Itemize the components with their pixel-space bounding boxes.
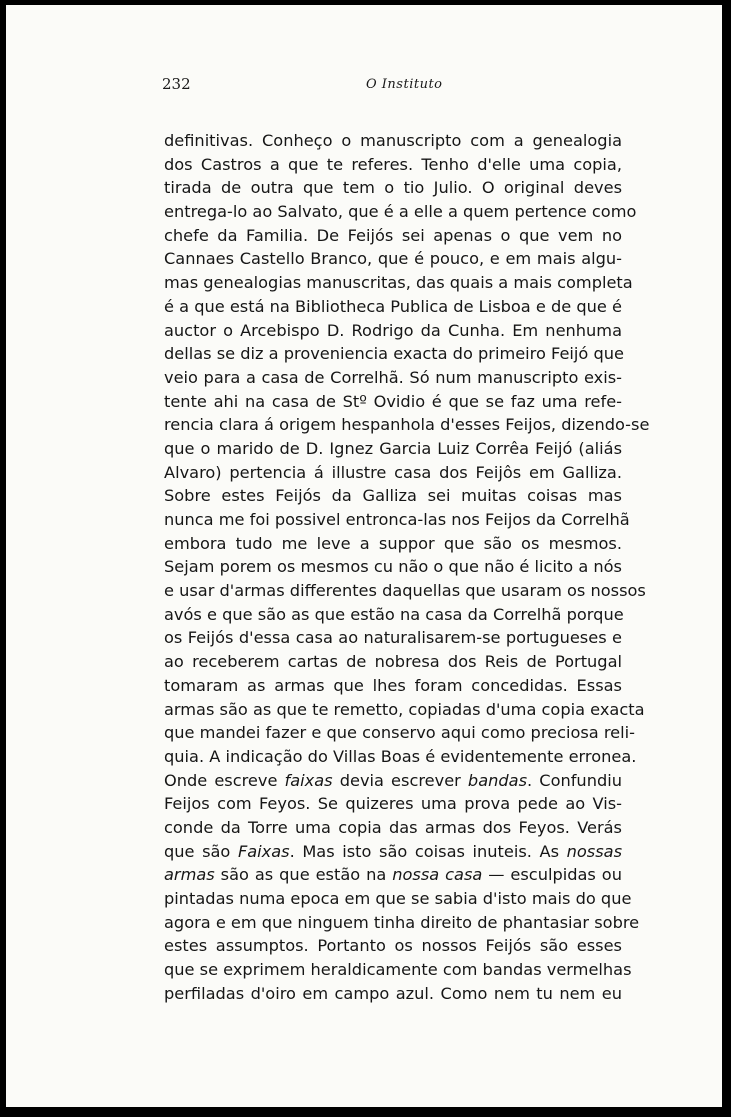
text-segment: tirada de outra que tem o tio Julio. O original deves (164, 178, 622, 198)
text-segment: tomaram as armas que lhes foram concedidas. Essas (164, 675, 622, 695)
text-line (164, 721, 635, 745)
page-number: 232 (162, 75, 191, 93)
text-line (164, 555, 622, 579)
text-line (164, 342, 622, 366)
text-segment: que mandei fazer e que conservo aqui como preciosa reli- (164, 723, 635, 743)
text-segment: e usar d'armas differentes daquellas que usaram os nossos (164, 581, 646, 601)
text-segment: devia escrever (332, 770, 468, 790)
text-segment: . Mas isto são coisas inuteis. As (289, 841, 567, 861)
italic-text: bandas (467, 770, 528, 790)
text-segment: nunca me foi possivel entronca-las nos Feijos da Correlhã (164, 510, 630, 529)
text-segment: pintadas numa epoca em que se sabia d'isto mais do que (164, 889, 632, 908)
text-line (164, 200, 637, 224)
text-segment: Cannaes Castello Branco, que é pouco, e em mais algu- (164, 249, 622, 269)
text-segment: que são (164, 841, 238, 861)
text-segment: que o marido de D. Ignez Garcia Luiz Corrêa Feijó (aliás (164, 438, 622, 458)
text-line (164, 153, 622, 177)
text-segment: auctor o Arcebispo D. Rodrigo da Cunha. Em nenhuma (164, 320, 622, 340)
text-segment: Onde escreve (164, 770, 285, 790)
text-line (164, 816, 622, 840)
text-segment: rencia clara á origem hespanhola d'esses Feijos, dizendo-se (164, 415, 650, 435)
text-line (164, 626, 622, 650)
text-line (164, 224, 622, 248)
text-segment: tente ahi na casa de Stº Ovidio é que se faz uma refe- (164, 391, 622, 411)
text-line (164, 958, 632, 982)
text-segment: chefe da Familia. De Feijós sei apenas o que vem no (164, 225, 622, 245)
text-line (164, 982, 622, 1006)
text-segment: — esculpidas ou (482, 865, 622, 885)
text-line (164, 295, 622, 319)
text-segment: veio para a casa de Correlhã. Só num manuscripto exis- (164, 367, 622, 387)
text-line (164, 603, 622, 627)
text-segment: . Confundiu (527, 770, 622, 790)
text-line (164, 863, 622, 887)
text-line (164, 674, 622, 698)
text-line (164, 129, 622, 153)
text-line (164, 461, 622, 485)
italic-text: faixas (284, 770, 333, 790)
text-segment: dos Castros a que te referes. Tenho d'elle uma copia, (164, 154, 622, 174)
text-line (164, 887, 632, 911)
text-segment: quia. A indicação do Villas Boas é evidentemente erronea. (164, 746, 637, 766)
text-segment: que se exprimem heraldicamente com bandas vermelhas (164, 960, 632, 980)
text-line (164, 792, 622, 816)
text-segment: embora tudo me leve a suppor que são os mesmos. (164, 533, 622, 553)
text-line (164, 745, 637, 769)
page-header (162, 75, 622, 101)
text-line (164, 176, 622, 200)
text-line (164, 698, 645, 722)
text-line (164, 484, 622, 508)
text-segment: definitivas. Conheço o manuscripto com a genealogia (164, 131, 622, 150)
text-line (164, 413, 650, 437)
text-line (164, 319, 622, 343)
text-segment: mas genealogias manuscritas, das quais a mais completa (164, 273, 633, 293)
document-page (6, 5, 722, 1107)
italic-text: armas (164, 865, 215, 885)
text-segment: dellas se diz a proveniencia exacta do primeiro Feijó que (164, 344, 624, 364)
text-line (164, 840, 622, 864)
text-line (164, 508, 630, 532)
text-segment: Sejam porem os mesmos cu não o que não é licito a nós (164, 557, 622, 577)
running-title: O Instituto (366, 77, 443, 92)
text-line (164, 437, 622, 461)
text-segment: entrega-lo ao Salvato, que é a elle a quem pertence como (164, 202, 637, 222)
text-segment: estes assumptos. Portanto os nossos Feijós são esses (164, 936, 622, 956)
text-line (164, 271, 633, 295)
text-segment: os Feijós d'essa casa ao naturalisarem-se portugueses e (164, 628, 622, 648)
text-line (164, 934, 622, 958)
text-segment: armas são as que te remetto, copiadas d'uma copia exacta (164, 699, 645, 719)
text-line (164, 911, 640, 935)
text-segment: é a que está na Bibliotheca Publica de Lisboa e de que é (164, 296, 622, 316)
text-line (164, 532, 622, 556)
text-line (164, 390, 622, 414)
text-segment: ao receberem cartas de nobresa dos Reis de Portugal (164, 652, 622, 672)
italic-text: nossa casa (392, 865, 483, 885)
italic-text: Faixas (237, 841, 290, 861)
text-line (164, 366, 622, 390)
body-text (164, 129, 650, 1005)
text-line (164, 579, 646, 603)
italic-text: nossas (566, 841, 623, 861)
text-segment: são as que estão na (214, 865, 393, 885)
text-segment: Alvaro) pertencia á illustre casa dos Feijôs em Galliza. (164, 462, 622, 482)
text-segment: Sobre estes Feijós da Galliza sei muitas coisas mas (164, 486, 622, 506)
text-segment: avós e que são as que estão na casa da Correlhã porque (164, 604, 624, 624)
text-segment: perfiladas d'oiro em campo azul. Como nem tu nem eu (164, 983, 622, 1003)
text-line (164, 247, 622, 271)
text-line (164, 650, 622, 674)
text-segment: conde da Torre uma copia das armas dos Feyos. Verás (164, 817, 622, 837)
text-line (164, 769, 622, 793)
text-segment: agora e em que ninguem tinha direito de phantasiar sobre (164, 912, 640, 932)
text-segment: Feijos com Feyos. Se quizeres uma prova pede ao Vis- (164, 794, 622, 814)
